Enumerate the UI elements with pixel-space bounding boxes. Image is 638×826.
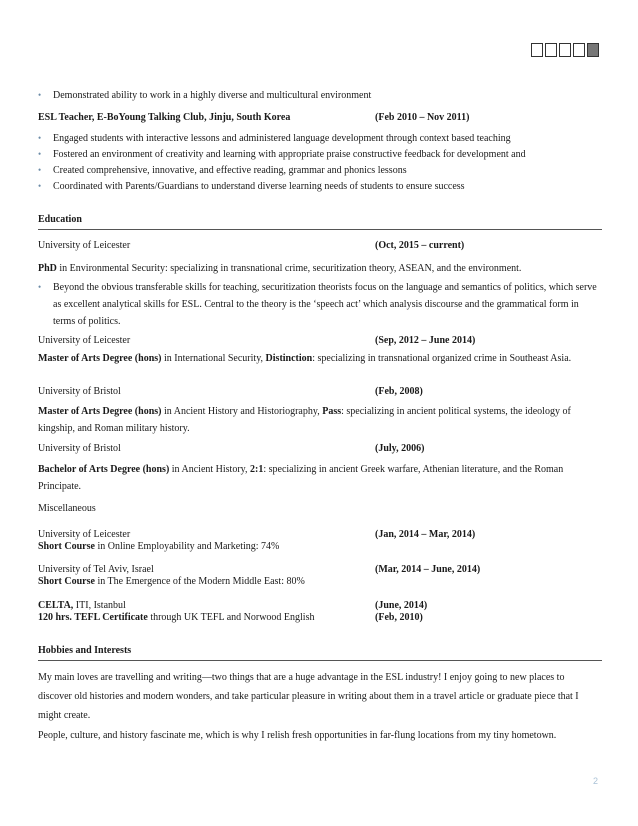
list-item — [38, 149, 602, 160]
logo-box-3 — [559, 43, 571, 57]
bullet-text: • Demonstrated ability to work in a highly diverse and multicultural environment — [53, 90, 372, 101]
school-dates: (Sep, 2012 – June 2014) — [375, 335, 476, 346]
logo-box-5 — [587, 43, 599, 57]
logo-box-1 — [531, 43, 543, 57]
school-dates: (Oct, 2015 – current) — [375, 240, 465, 251]
school-dates: (Feb, 2008) — [375, 386, 423, 397]
course-line — [38, 541, 602, 552]
degree-desc: in Ancient History and Historiography, — [161, 406, 323, 417]
logo-box-2 — [545, 43, 557, 57]
course-line — [38, 612, 602, 623]
job-title: ESL Teacher, E-BoYoung Talking Club, Jinju, South Korea — [38, 112, 291, 123]
degree-grade: 2:1 — [250, 464, 264, 475]
list-item — [38, 90, 602, 101]
degree-desc: in International Security, — [161, 353, 266, 364]
degree-desc: : specializing in ancient Greek warfare, Athenian literature, and the Roman Principate. — [38, 464, 564, 492]
bullet-text: • Beyond the obvious transferable skills for teaching, securitization theorists focus on the language and semantics of politics, which serve as excellent analytical skills for ESL. Central to the theory is the ‘speech act’ which analysis discourse and the grammatical form in terms of politics. — [53, 282, 597, 327]
course-desc: in Online Employability and Marketing: 74% — [94, 541, 280, 552]
misc-heading: Miscellaneous — [38, 503, 96, 514]
degree-name: Master of Arts Degree (hons) — [38, 353, 162, 364]
degree-line — [38, 461, 602, 495]
course-label: 120 hrs. TEFL Certificate — [38, 612, 148, 623]
degree-desc: : specializing in ancient political systems, the ideology of kingship, and Roman military history. — [38, 406, 571, 434]
school-name: University of Bristol — [38, 443, 121, 454]
bullet-text: • Created comprehensive, innovative, and effective reading, grammar and phonics lessons — [53, 165, 407, 176]
list-item — [38, 133, 602, 144]
degree-name: PhD — [38, 263, 57, 274]
hobbies-heading: Hobbies and Interests — [38, 645, 132, 656]
hobbies-paragraph: People, culture, and history fascinate me, which is why I relish fresh opportunities in far-flung locations from my tiny hometown. — [38, 730, 557, 741]
section-divider — [38, 660, 602, 661]
course-dates: (June, 2014) — [375, 600, 428, 611]
school-name: University of Leicester — [38, 529, 131, 540]
logo-box-4 — [573, 43, 585, 57]
bullet-text: • Fostered an environment of creativity and learning with appropriate praise constructive feedback for development and — [53, 149, 526, 160]
list-item — [38, 279, 602, 330]
degree-grade: Pass — [322, 406, 342, 417]
school-dates: (Jan, 2014 – Mar, 2014) — [375, 529, 476, 540]
school-dates: (Mar, 2014 – June, 2014) — [375, 564, 481, 575]
course-desc: ITI, Istanbul — [73, 600, 126, 611]
list-item — [38, 181, 602, 192]
degree-grade: Distinction — [265, 353, 313, 364]
hobbies-paragraph: My main loves are travelling and writing—two things that are a huge advantage in the ESL industry! I enjoy going to new places to discover old histories and modern wonders, and take particular pleasure in writing about them in a travel article or graduate piece that I might create. — [38, 672, 579, 721]
school-name: University of Bristol — [38, 386, 121, 397]
job-dates: (Feb 2010 – Nov 2011) — [375, 112, 470, 123]
degree-desc: in Environmental Security: specializing in transnational crime, securitization theory, ASEAN, and the environment. — [56, 263, 522, 274]
page-number: 2 — [593, 776, 599, 786]
school-name: University of Tel Aviv, Israel — [38, 564, 154, 575]
degree-line — [38, 263, 602, 274]
section-divider — [38, 229, 602, 230]
degree-line — [38, 352, 602, 365]
school-name: University of Leicester — [38, 335, 131, 346]
school-dates: (July, 2006) — [375, 443, 425, 454]
course-line — [38, 600, 602, 611]
header-logo — [531, 43, 603, 59]
degree-line — [38, 403, 602, 437]
course-label: Short Course — [38, 541, 95, 552]
course-label: CELTA, — [38, 600, 74, 611]
degree-desc: in Ancient History, — [169, 464, 251, 475]
degree-name: Master of Arts Degree (hons) — [38, 406, 162, 417]
degree-desc: : specializing in transnational organized crime in Southeast Asia. — [312, 353, 572, 364]
bullet-text: • Coordinated with Parents/Guardians to understand diverse learning needs of students to ensure success — [53, 181, 465, 192]
list-item — [38, 165, 602, 176]
course-label: Short Course — [38, 576, 95, 587]
course-desc: through UK TEFL and Norwood English — [147, 612, 315, 623]
degree-name: Bachelor of Arts Degree (hons) — [38, 464, 170, 475]
school-name: University of Leicester — [38, 240, 131, 251]
course-line — [38, 576, 602, 587]
course-dates: (Feb, 2010) — [375, 612, 423, 623]
bullet-text: • Engaged students with interactive lessons and administered language development through context based teaching — [53, 133, 511, 144]
course-desc: in The Emergence of the Modern Middle East: 80% — [94, 576, 305, 587]
education-heading: Education — [38, 214, 82, 225]
